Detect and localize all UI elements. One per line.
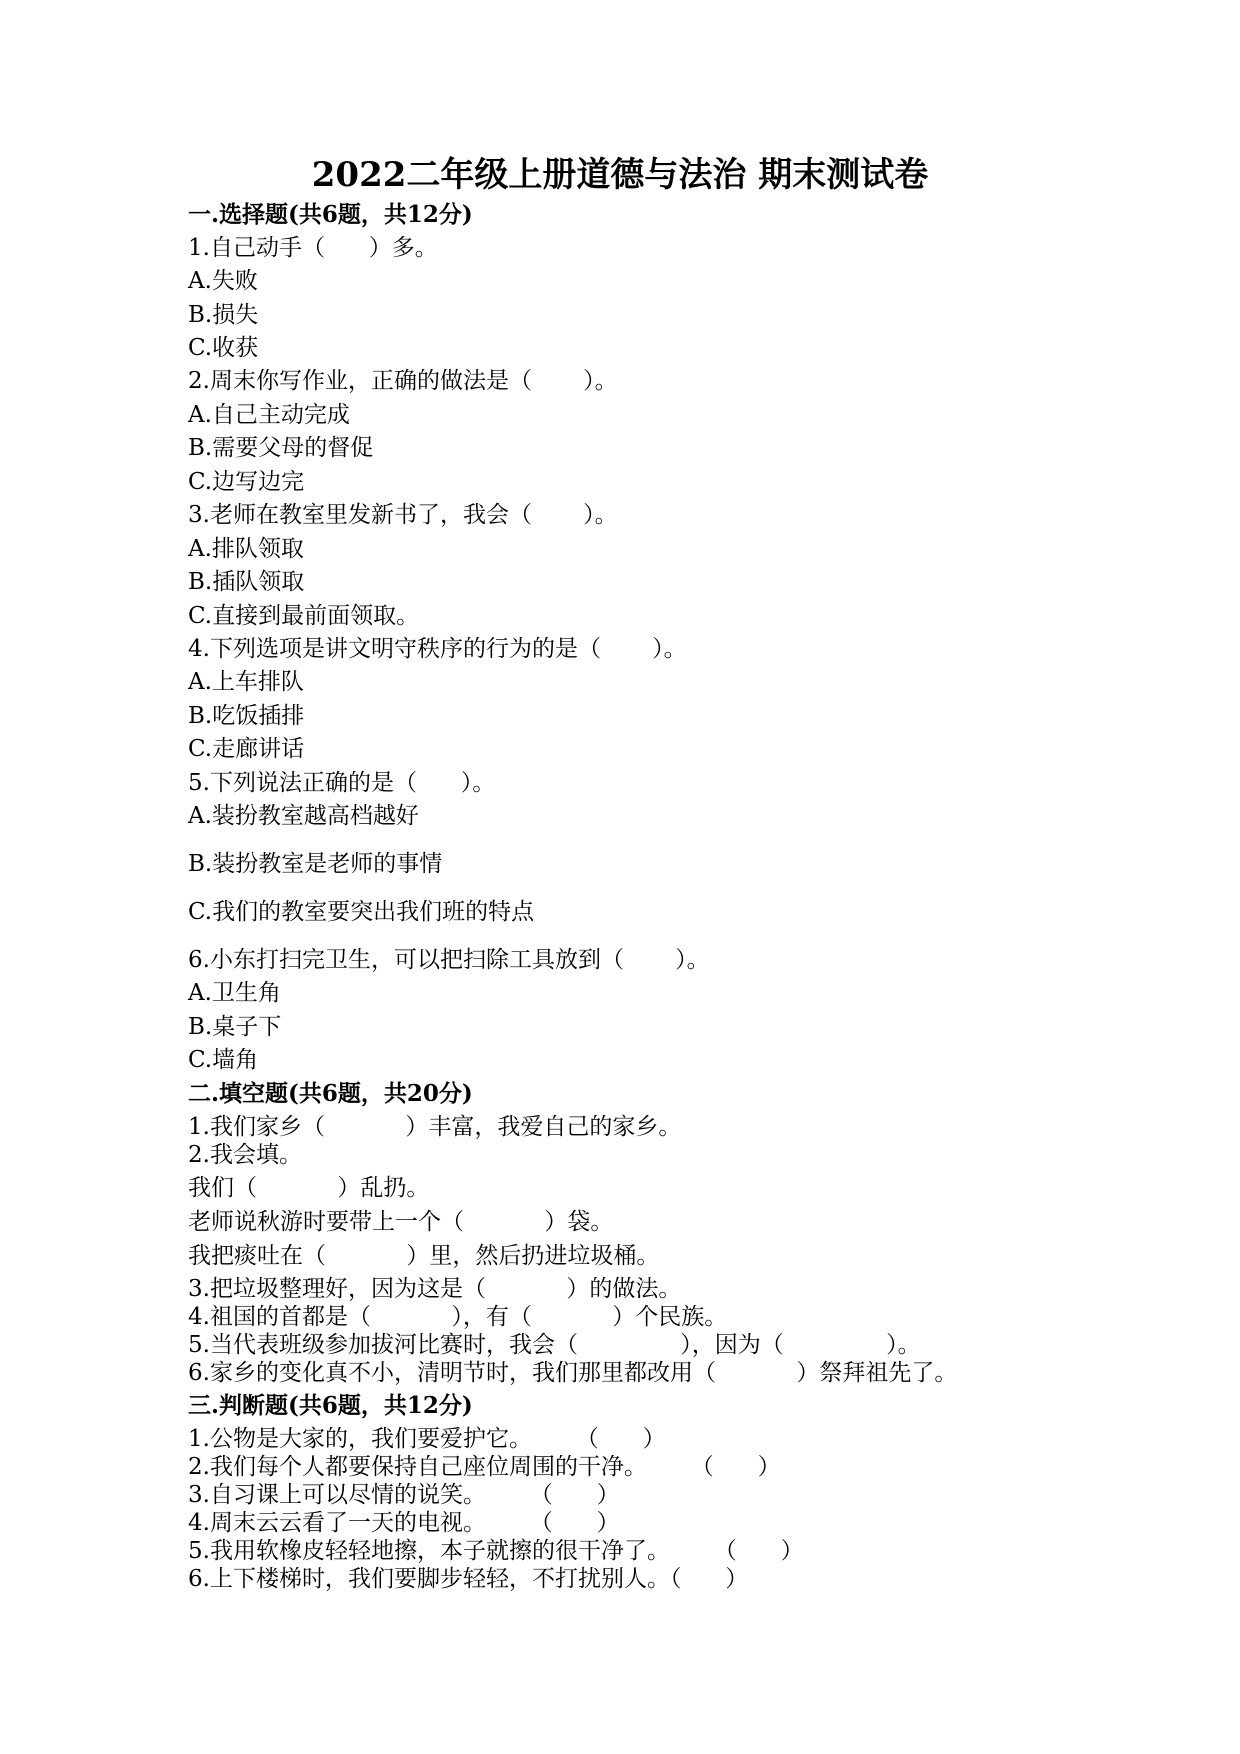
section-heading-judge: 三.判断题(共6题，共12分)	[188, 1392, 473, 1419]
question-1: 1.自己动手（ ）多。	[188, 235, 438, 261]
option-line: A.装扮教室越高档越好	[188, 803, 419, 829]
option-line: C.走廊讲话	[188, 736, 305, 762]
judge-question-line: 4.周末云云看了一天的电视。 （ ）	[188, 1510, 620, 1536]
option-line: C.收获	[188, 335, 259, 361]
option-line: A.自己主动完成	[188, 402, 350, 428]
question-4: 4.下列选项是讲文明守秩序的行为的是（ ）。	[188, 636, 687, 662]
question-6: 6.小东打扫完卫生，可以把扫除工具放到（ ）。	[188, 947, 710, 973]
question-2: 2.周末你写作业，正确的做法是（ ）。	[188, 368, 618, 394]
section-heading-fill: 二.填空题(共6题，共20分)	[188, 1080, 473, 1107]
option-line: B.损失	[188, 302, 259, 328]
option-line: B.吃饭插排	[188, 703, 305, 729]
fill-question-line: 2.我会填。	[188, 1142, 302, 1168]
option-line: C.直接到最前面领取。	[188, 603, 420, 629]
page-title: 2022二年级上册道德与法治 期末测试卷	[311, 155, 929, 195]
fill-question-line: 1.我们家乡（ ）丰富，我爱自己的家乡。	[188, 1114, 682, 1140]
judge-question-line: 2.我们每个人都要保持自己座位周围的干净。 （ ）	[188, 1454, 781, 1480]
judge-question-line: 3.自习课上可以尽情的说笑。 （ ）	[188, 1482, 620, 1508]
fill-question-line: 我们（ ）乱扔。	[188, 1175, 430, 1201]
question-5: 5.下列说法正确的是（ ）。	[188, 770, 496, 796]
fill-question-line: 5.当代表班级参加拔河比赛时，我会（ ），因为（ ）。	[188, 1332, 921, 1358]
option-line: C.墙角	[188, 1047, 259, 1073]
option-line: B.装扮教室是老师的事情	[188, 851, 443, 877]
option-line: B.插队领取	[188, 569, 305, 595]
fill-question-line: 我把痰吐在（ ）里，然后扔进垃圾桶。	[188, 1243, 660, 1269]
option-line: A.排队领取	[188, 536, 304, 562]
question-3: 3.老师在教室里发新书了，我会（ ）。	[188, 502, 618, 528]
judge-question-line: 5.我用软橡皮轻轻地擦，本子就擦的很干净了。 （ ）	[188, 1538, 804, 1564]
option-line: C.边写边完	[188, 469, 305, 495]
section-heading-choice: 一.选择题(共6题，共12分)	[188, 201, 473, 228]
option-line: A.卫生角	[188, 980, 281, 1006]
fill-question-line: 4.祖国的首都是（ ），有（ ）个民族。	[188, 1304, 728, 1330]
judge-question-line: 1.公物是大家的，我们要爱护它。 （ ）	[188, 1426, 666, 1452]
option-line: C.我们的教室要突出我们班的特点	[188, 899, 535, 925]
judge-question-line: 6.上下楼梯时，我们要脚步轻轻，不打扰别人。（ ）	[188, 1566, 749, 1592]
option-line: A.上车排队	[188, 669, 304, 695]
fill-question-line: 6.家乡的变化真不小，清明节时，我们那里都改用（ ）祭拜祖先了。	[188, 1360, 958, 1386]
option-line: A.失败	[188, 268, 258, 294]
option-line: B.需要父母的督促	[188, 435, 374, 461]
fill-question-line: 老师说秋游时要带上一个（ ）袋。	[188, 1209, 614, 1235]
option-line: B.桌子下	[188, 1014, 282, 1040]
fill-question-line: 3.把垃圾整理好，因为这是（ ）的做法。	[188, 1276, 682, 1302]
